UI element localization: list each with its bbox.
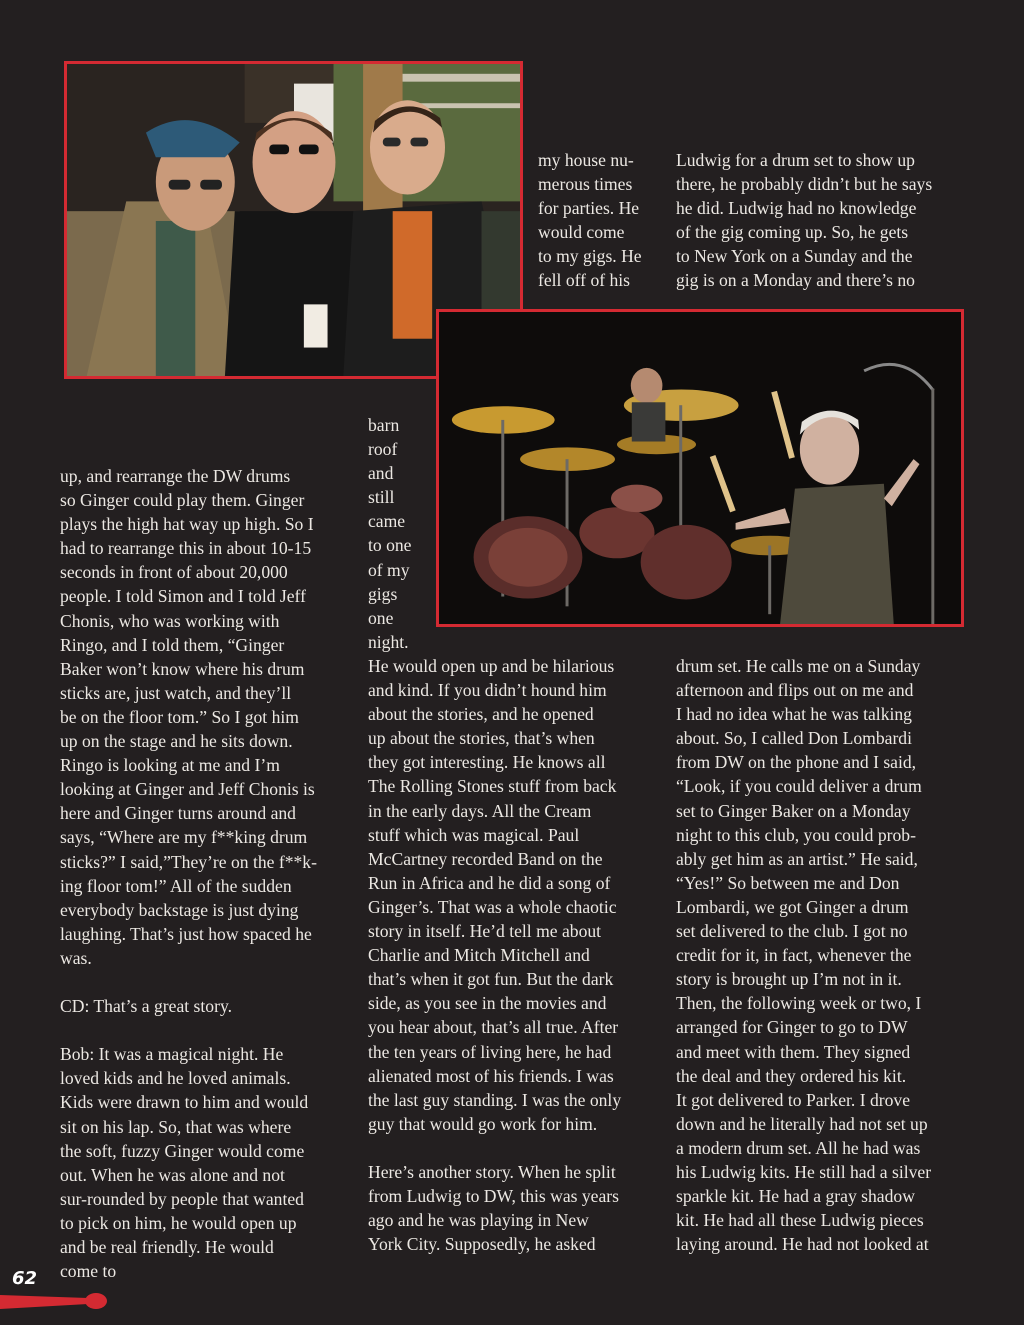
drummer-photo-image bbox=[439, 312, 961, 624]
column-1-text: up, and rearrange the DW drums so Ginger could play them. Ginger plays the high hat way up high. So I had to rearrange this in about 10-15 seconds in front of about 20,000 people. I told Simon and I told Jeff Chonis, who was working with Ringo, and I told them, “Ginger Baker won’t know where his drum sticks are, just watch, and they’ll be on the floor tom.” So I got him up on the stage and he sits down. Ringo is looking at me and I’m looking at Ginger and Jeff Chonis is here and Ginger turns around and says, “Where are my f**king drum sticks?” I said,”They’re on the f**k- ing floor tom!” All of the sudden everybody backstage is just dying laughing. That’s just how spaced he was. CD: That’s a great story. Bob: It was a magical night. He loved kids and he loved animals. Kids were drawn to him and would sit on his lap. So, that was where the soft, fuzzy Ginger would come out. When he was alone and not sur-rounded by people that wanted to pick on him, he would open up and be real friendly. He would come to bbox=[60, 466, 317, 1282]
page-number: 62 bbox=[12, 1268, 38, 1289]
drumstick-icon bbox=[0, 1289, 112, 1313]
photo-drummer-live bbox=[436, 309, 964, 627]
column-3-top-text: Ludwig for a drum set to show up there, he probably didn’t but he says he did. Ludwig had no knowledge of the gig coming up. So, he gets to New York on a Sunday and the gig is on a Monday and there’s no bbox=[676, 150, 933, 291]
column-2-top-text: my house nu- merous times for parties. He would come to my gigs. He fell off of his bbox=[538, 150, 642, 291]
column-2-narrow-text: barn roof and still came to one of my gigs one night. bbox=[368, 415, 412, 652]
column-2-bottom-text: He would open up and be hilarious and kind. If you didn’t hound him about the stories, and he opened up about the stories, that’s when they got interesting. He knows all The Rolling Stones stuff from back in the early days. All the Cream stuff which was magical. Paul McCartney recorded Band on the Run in Africa and he did a song of Ginger’s. That was a whole chaotic story in itself. He’d tell me about Charlie and Mitch Mitchell and that’s when it got fun. But the dark side, as you see in the movies and you hear about, that’s all true. After the ten years of living here, he had alienated most of his friends. I was the last guy standing. I was the only guy that would go work for him. Here’s another story. When he split from Ludwig to DW, this was years ago and he was playing in New York City. Supposedly, he asked bbox=[368, 656, 622, 1255]
column-3-bottom-text: drum set. He calls me on a Sunday afternoon and flips out on me and I had no idea what he was talking about. So, I called Don Lombardi from DW on the phone and I said, “Look, if you could deliver a drum set to Ginger Baker on a Monday night to this club, you could prob- ably get him as an artist.” He said, “Yes!” So between me and Don Lombardi, we got Ginger a drum set delivered to the club. I got no credit for it, in fact, whenever the story is brought up I’m not in it. Then, the following week or two, I arranged for Ginger to go to DW and meet with them. They signed the deal and they ordered his kit. It got delivered to Parker. I drove down and he literally had not set up a modern drum set. All he had was his Ludwig kits. He still had a silver sparkle kit. He had a gray shadow kit. He had all these Ludwig pieces laying around. He had not looked at bbox=[676, 656, 932, 1255]
